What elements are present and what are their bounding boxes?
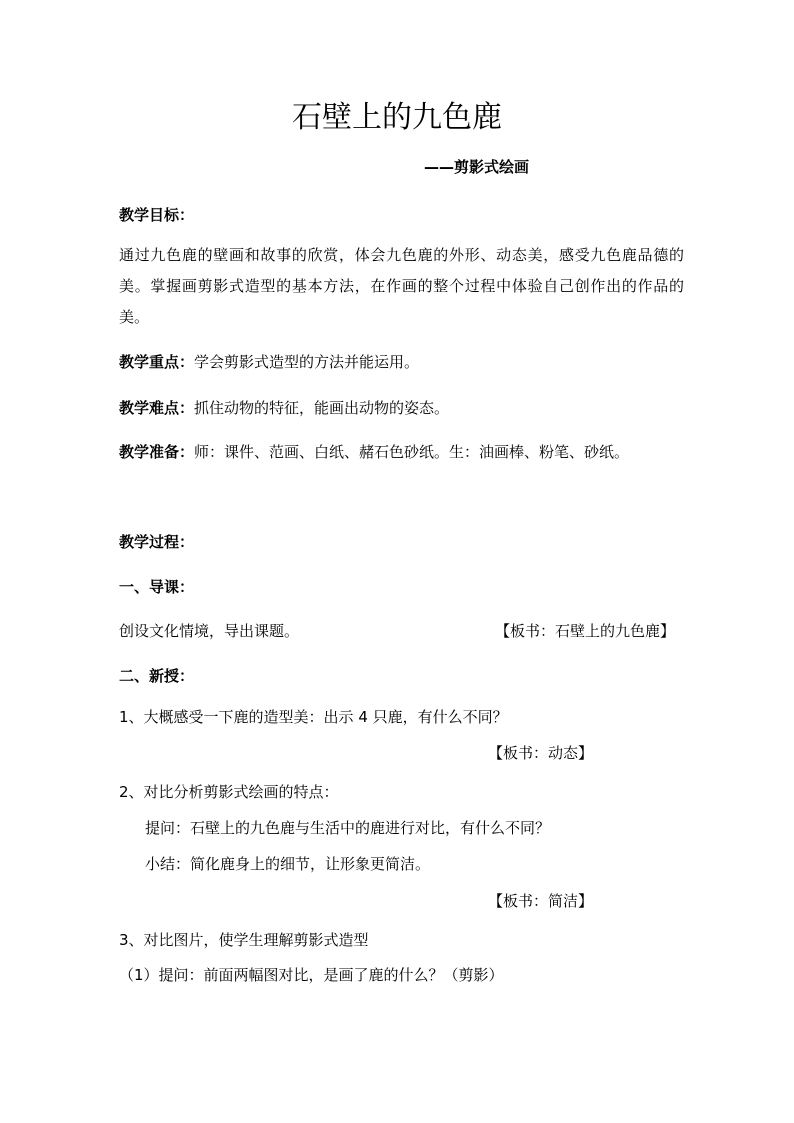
- item3-sub1: （1）提问：前面两幅图对比，是画了鹿的什么？（剪影）: [119, 966, 504, 984]
- difficulty-label: 教学难点：: [119, 399, 195, 417]
- item1-text: 1、大概感受一下鹿的造型美：出示 4 只鹿，有什么不同？: [119, 708, 508, 726]
- page-title: 石壁上的九色鹿: [292, 100, 502, 135]
- section1-board-note: 【板书：石壁上的九色鹿】: [495, 622, 676, 640]
- objectives-heading: 教学目标：: [119, 206, 195, 224]
- item2-question: 提问：石壁上的九色鹿与生活中的鹿进行对比，有什么不同？: [145, 819, 551, 837]
- preparation-line: [119, 442, 629, 462]
- preparation-text: 师：课件、范画、白纸、赭石色砂纸。生：油画棒、粉笔、砂纸。: [194, 443, 630, 461]
- section1-text: 创设文化情境，导出课题。: [119, 622, 300, 640]
- process-heading: 教学过程：: [119, 533, 195, 551]
- key-point-line: [119, 352, 419, 372]
- difficulty-line: [119, 398, 449, 418]
- item2-summary: 小结：简化鹿身上的细节，让形象更简洁。: [145, 855, 431, 873]
- key-point-text: 学会剪影式造型的方法并能运用。: [194, 353, 420, 371]
- section2-heading: 二、新授：: [119, 667, 195, 685]
- difficulty-text: 抓住动物的特征，能画出动物的姿态。: [194, 399, 450, 417]
- item3-text: 3、对比图片，使学生理解剪影式造型: [119, 931, 369, 949]
- page-subtitle: ——剪影式绘画: [424, 158, 530, 176]
- section1-heading: 一、导课：: [119, 578, 195, 596]
- item2-text: 2、对比分析剪影式绘画的特点：: [119, 783, 339, 801]
- preparation-label: 教学准备：: [119, 443, 195, 461]
- objectives-text: 通过九色鹿的壁画和故事的欣赏，体会九色鹿的外形、动态美，感受九色鹿品德的美。掌握画剪影式造型的基本方法，在作画的整个过程中体验自己创作出的作品的美。: [119, 246, 684, 326]
- item2-board-note: 【板书：简洁】: [488, 892, 594, 910]
- key-point-label: 教学重点：: [119, 353, 195, 371]
- item1-board-note: 【板书：动态】: [488, 744, 594, 762]
